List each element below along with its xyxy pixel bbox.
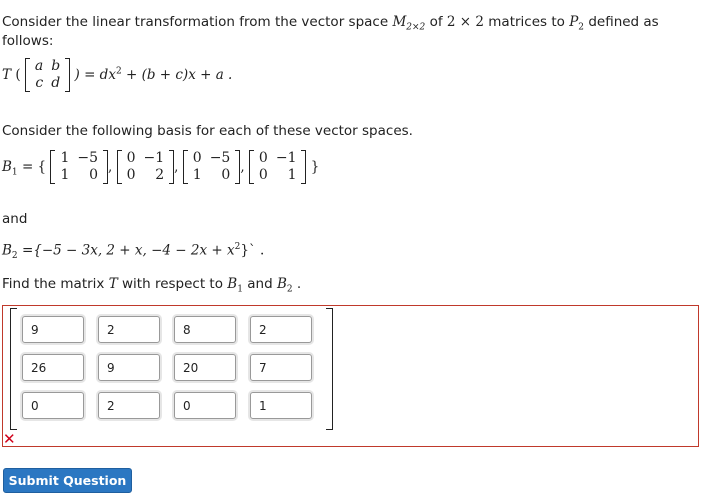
find-instruction: Find the matrix T with respect to $B_1$ and $B_2$ . [2,276,302,295]
basis-B2: $B_2 =\{-5 - 3x$, 2 + x, $-4 - 2x + x^2\}`$ . [2,242,265,262]
answer-cell-r3c3[interactable] [174,392,236,419]
question-intro: Consider the linear transformation from the vector space $M_{2\times 2}$ of 2 × 2 matrices to $P_2$ defined as [2,14,659,33]
submit-question-button[interactable]: Submit Question [3,468,132,493]
answer-cell-r2c3[interactable] [174,354,236,381]
left-bracket [10,308,17,430]
and-text: and [2,211,28,227]
basis-intro: Consider the following basis for each of these vector spaces. [2,123,413,139]
answer-cell-r3c1[interactable] [22,392,84,419]
answer-cell-r1c3[interactable] [174,316,236,343]
answer-cell-r2c2[interactable] [98,354,160,381]
incorrect-icon: ✕ [3,430,16,448]
answer-cell-r3c2[interactable] [98,392,160,419]
transformation-definition: T ( a b c d ) = $dx^2 + (b + c)x + a$ . [2,58,233,91]
input-matrix: a b c d [25,58,70,92]
answer-cell-r2c4[interactable] [250,354,312,381]
answer-cell-r1c2[interactable] [98,316,160,343]
question-intro-cont: follows: [2,33,54,49]
right-bracket [326,308,333,430]
basis-B1: $B_1$ = { 1 −5 1 0 , 0 −1 0 2 , 0 −5 1 0 , 0 −1 0 1 } [2,150,320,183]
answer-matrix-box [2,305,699,447]
answer-cell-r2c1[interactable] [22,354,84,381]
answer-cell-r1c4[interactable] [250,316,312,343]
answer-cell-r1c1[interactable] [22,316,84,343]
answer-cell-r3c4[interactable] [250,392,312,419]
